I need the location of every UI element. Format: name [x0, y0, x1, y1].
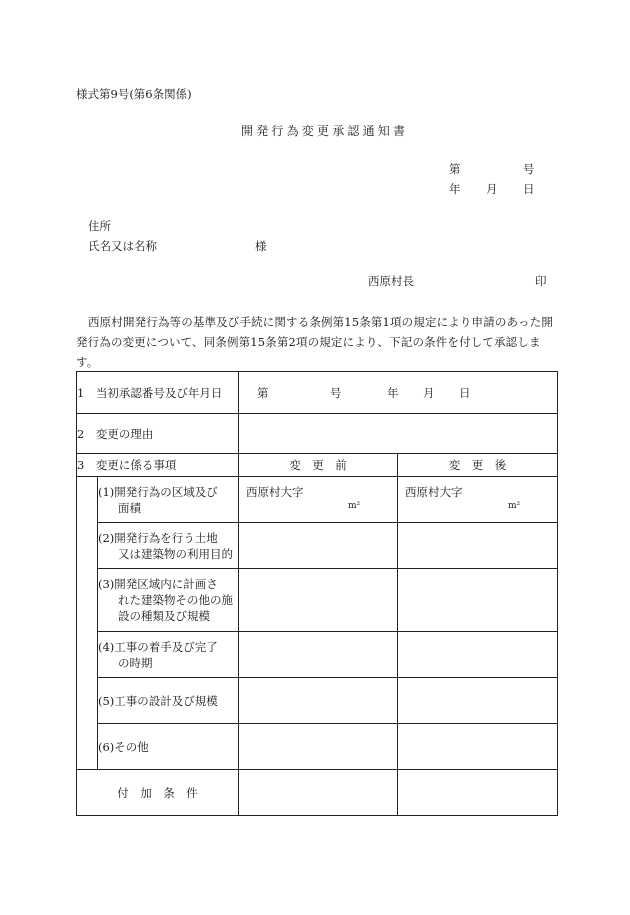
item-2-label: (2)開発行為を行う土地 又は建築物の利用目的: [98, 523, 239, 569]
item-4-after[interactable]: [398, 632, 558, 678]
item-indent-column: [77, 477, 98, 770]
change-items-label: 3 変更に係る事項: [77, 454, 239, 477]
item-1-before-place: 西原村大字: [246, 485, 304, 499]
approval-month: 月: [423, 385, 435, 400]
after-header: 変 更 後: [398, 454, 558, 477]
item-1-after-place: 西原村大字: [405, 485, 463, 499]
item-3-after[interactable]: [398, 569, 558, 632]
item-1-before-unit: m²: [348, 501, 361, 511]
seal-mark: 印: [535, 274, 547, 288]
page-title: 開発行為変更承認通知書: [241, 124, 409, 138]
approval-dai: 第: [257, 385, 269, 400]
issuer-name: 西原村長: [368, 274, 414, 288]
form-number: 様式第9号(第6条関係): [76, 87, 192, 101]
name-label: 氏名又は名称: [88, 239, 157, 253]
doc-number-suffix: 号: [523, 162, 535, 176]
item-2-before[interactable]: [239, 523, 398, 569]
item-6-after[interactable]: [398, 724, 558, 770]
item-3-before[interactable]: [239, 569, 398, 632]
address-label: 住所: [88, 219, 111, 233]
before-header: 変 更 前: [239, 454, 398, 477]
original-approval-label: 1 当初承認番号及び年月日: [77, 372, 239, 414]
item-5-before[interactable]: [239, 678, 398, 724]
approval-table: [76, 371, 558, 816]
date-day: 日: [523, 182, 535, 196]
item-5-after[interactable]: [398, 678, 558, 724]
approval-year: 年: [387, 385, 399, 400]
item-3-label: (3)開発区域内に計画さ れた建築物その他の施 設の種類及び規模: [98, 569, 239, 632]
item-6-before[interactable]: [239, 724, 398, 770]
item-4-before[interactable]: [239, 632, 398, 678]
item-4-label: (4)工事の着手及び完了 の時期: [98, 632, 239, 678]
date-month: 月: [486, 182, 498, 196]
change-reason-value[interactable]: [239, 414, 558, 454]
conditions-before[interactable]: [239, 770, 398, 816]
conditions-label: 付 加 条 件: [77, 770, 239, 816]
item-2-after[interactable]: [398, 523, 558, 569]
item-5-label: (5)工事の設計及び規模: [98, 678, 239, 724]
body-paragraph: 西原村開発行為等の基準及び手続に関する条例第15条第1項の規定により申請のあった開発行為の変更について、同条例第15条第2項の規定により、下記の条件を付して承認します。: [76, 315, 553, 369]
approval-go: 号: [330, 385, 342, 400]
original-approval-value[interactable]: [239, 372, 558, 414]
item-6-label: (6)その他: [98, 724, 239, 770]
honorific: 様: [255, 239, 267, 253]
item-1-label: (1)開発行為の区域及び 面積: [98, 477, 239, 523]
conditions-after[interactable]: [398, 770, 558, 816]
item-1-before[interactable]: [239, 477, 398, 523]
approval-day: 日: [459, 385, 471, 400]
item-1-after[interactable]: [398, 477, 558, 523]
item-1-after-unit: m²: [508, 501, 521, 511]
doc-number-prefix: 第: [449, 162, 461, 176]
change-reason-label: 2 変更の理由: [77, 414, 239, 454]
date-year: 年: [449, 182, 461, 196]
